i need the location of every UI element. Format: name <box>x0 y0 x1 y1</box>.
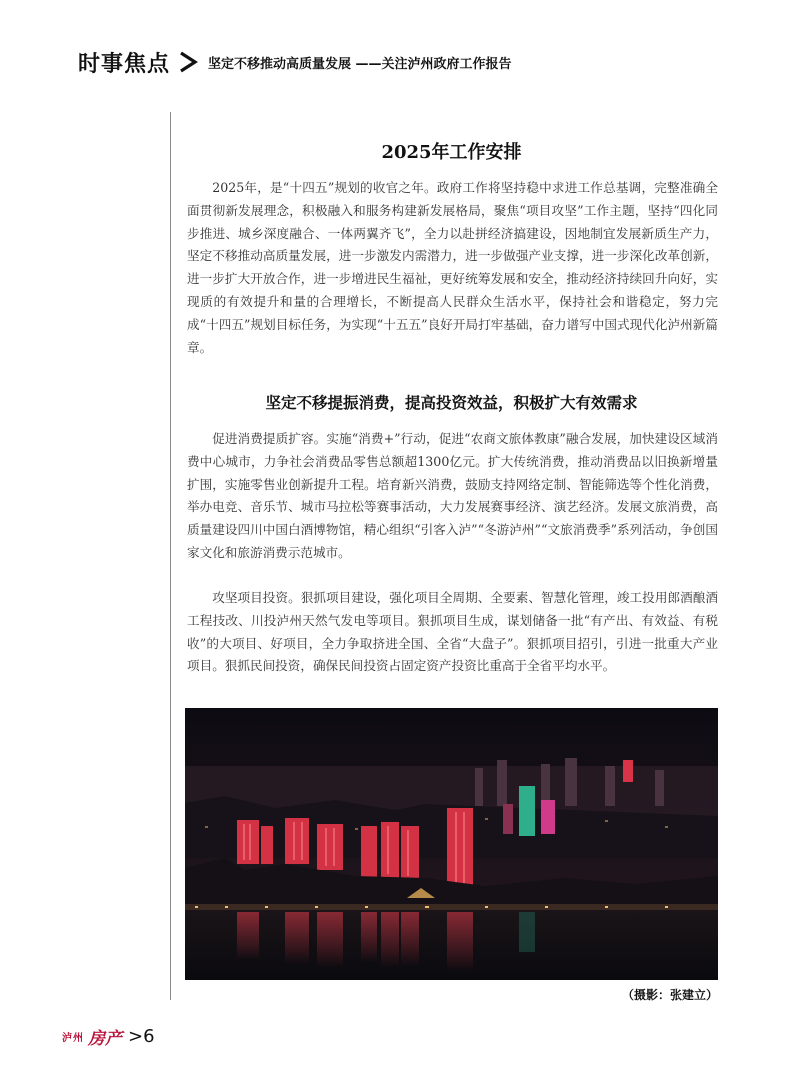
consumption-paragraph: 促进消费提质扩容。实施“消费+”行动，促进“农商文旅体教康”融合发展，加快建设区域消费中心城市，力争社会消费品零售总额超1300亿元。扩大传统消费，推动消费品以旧换新增量扩围，实施零售业创新提升工程。培育新兴消费，鼓励支持网络定制、智能筛选等个性化消费，举办电竞、音乐节、城市马拉松等赛事活动，大力发展赛事经济、演艺经济。发展文旅消费，高质量建设四川中国白酒博物馆，精心组织“引客入泸”“冬游泸州”“文旅消费季”系列活动，争创国家文化和旅游消费示范城市。 <box>187 431 718 560</box>
section-heading: 坚定不移提振消费，提高投资效益，积极扩大有效需求 <box>265 394 638 412</box>
page-header <box>78 46 512 78</box>
intro-paragraph: 2025年，是“十四五”规划的收官之年。政府工作将坚持稳中求进工作总基调，完整准确全面贯彻新发展理念，积极融入和服务构建新发展格局，聚焦“项目攻坚”工作主题，坚持“四化同步推进、城乡深度融合、一体两翼齐飞”，全力以赴拼经济搞建设，因地制宜发展新质生产力，坚定不移推动高质量发展，进一步激发内需潜力，进一步做强产业支撑，进一步深化改革创新，进一步扩大开放合作，进一步增进民生福祉，更好统筹发展和安全，推动经济持续回升向好，实现质的有效提升和量的合理增长，不断提高人民群众生活水平，保持社会和谐稳定，努力完成“十四五”规划目标任务，为实现“十五五”良好开局打牢基础，奋力谱写中国式现代化泸州新篇章。 <box>187 180 718 355</box>
header-subtitle: 坚定不移推动高质量发展 ——关注泸州政府工作报告 <box>208 56 512 72</box>
page-number: >6 <box>128 1025 155 1047</box>
page-footer <box>62 1022 155 1050</box>
footer-brand: 泸州 <box>62 1032 84 1044</box>
investment-paragraph: 攻坚项目投资。狠抓项目建设，强化项目全周期、全要素、智慧化管理，竣工投用郎酒酿酒工程技改、川投泸州天然气发电等项目。狠抓项目生成，谋划储备一批“有产出、有效益、有税收”的大项目、好项目，全力争取挤进全国、全省“大盘子”。狠抓项目招引，引进一批重大产业项目。狠抓民间投资，确保民间投资占固定资产投资比重高于全省平均水平。 <box>187 590 718 674</box>
section-tag: 时事焦点 <box>78 51 171 77</box>
column-divider <box>170 112 171 1000</box>
article-title: 2025年工作安排 <box>381 142 522 163</box>
chevron-right-icon <box>178 50 198 74</box>
footer-magazine-logo: 房产 <box>88 1028 122 1049</box>
photo-caption: （摄影：张建立） <box>621 988 718 1002</box>
city-night-photo <box>185 708 718 980</box>
